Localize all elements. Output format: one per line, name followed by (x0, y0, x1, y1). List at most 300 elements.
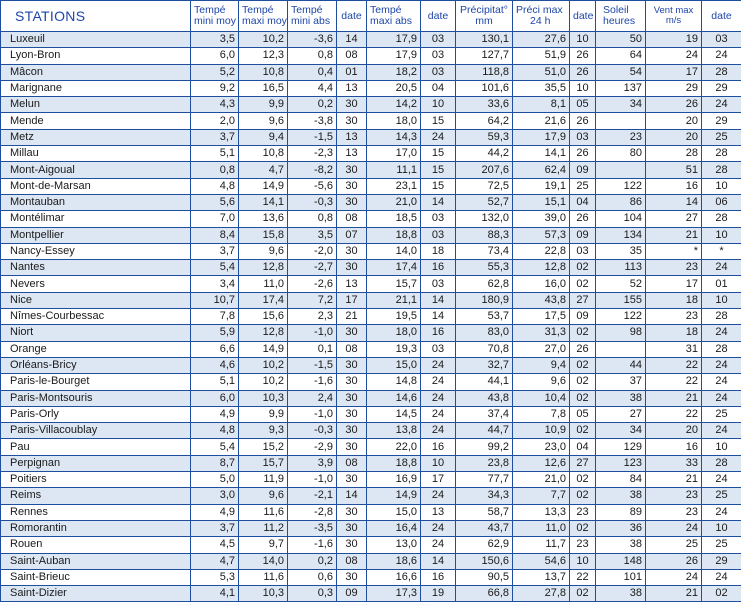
table-row (1, 162, 741, 178)
cell-sunshine-hours: 34 (596, 97, 646, 113)
cell-temp-min-moy: 5,2 (191, 64, 239, 80)
cell-date-max-abs: 17 (421, 472, 456, 488)
cell-date-min-abs: 30 (337, 472, 367, 488)
cell-sunshine-hours: 86 (596, 194, 646, 210)
cell-precipitation: 88,3 (456, 227, 513, 243)
cell-temp-min-moy: 4,9 (191, 406, 239, 422)
cell-precip-max-24h: 51,9 (513, 48, 570, 64)
cell-date-max-abs: 16 (421, 439, 456, 455)
cell-date-wind-max: 24 (702, 325, 741, 341)
cell-date-min-abs: 30 (337, 423, 367, 439)
cell-temp-min-moy: 4,1 (191, 586, 239, 602)
cell-precipitation: 132,0 (456, 211, 513, 227)
cell-temp-max-abs: 15,0 (367, 357, 421, 373)
cell-precip-max-24h: 31,3 (513, 325, 570, 341)
cell-date-wind-max: 01 (702, 276, 741, 292)
table-row (1, 227, 741, 243)
cell-precip-max-24h: 9,4 (513, 357, 570, 373)
cell-temp-min-abs: -2,6 (288, 276, 337, 292)
table-row (1, 276, 741, 292)
cell-temp-max-moy: 17,4 (239, 292, 288, 308)
cell-sunshine-hours: 35 (596, 243, 646, 259)
cell-sunshine-hours: 34 (596, 423, 646, 439)
cell-temp-min-moy: 6,0 (191, 390, 239, 406)
cell-precip-max-24h: 21,0 (513, 472, 570, 488)
header-precipitation: Précipitat° mm (456, 1, 513, 32)
cell-date-max-abs: 24 (421, 520, 456, 536)
table-body (1, 32, 741, 602)
cell-date-max-abs: 03 (421, 227, 456, 243)
cell-date-max-abs: 24 (421, 488, 456, 504)
cell-wind-max: 19 (646, 32, 702, 48)
cell-date-min-abs: 30 (337, 374, 367, 390)
cell-wind-max: 23 (646, 260, 702, 276)
cell-station-name: Mende (1, 113, 191, 129)
cell-temp-min-moy: 4,6 (191, 357, 239, 373)
cell-station-name: Saint-Dizier (1, 586, 191, 602)
cell-precipitation: 64,2 (456, 113, 513, 129)
cell-date-max-abs: 03 (421, 64, 456, 80)
cell-sunshine-hours: 129 (596, 439, 646, 455)
cell-precipitation: 101,6 (456, 80, 513, 96)
cell-temp-max-moy: 9,6 (239, 488, 288, 504)
cell-date-precip-max: 02 (570, 423, 596, 439)
cell-date-wind-max: 10 (702, 178, 741, 194)
cell-temp-max-abs: 15,0 (367, 504, 421, 520)
table-row (1, 325, 741, 341)
cell-temp-min-moy: 4,3 (191, 97, 239, 113)
cell-temp-min-abs: -1,5 (288, 357, 337, 373)
cell-precip-max-24h: 16,0 (513, 276, 570, 292)
cell-date-precip-max: 22 (570, 569, 596, 585)
cell-precip-max-24h: 12,8 (513, 260, 570, 276)
cell-precipitation: 43,8 (456, 390, 513, 406)
cell-precip-max-24h: 11,0 (513, 520, 570, 536)
cell-station-name: Mont-Aigoual (1, 162, 191, 178)
cell-station-name: Mont-de-Marsan (1, 178, 191, 194)
cell-date-max-abs: 16 (421, 260, 456, 276)
cell-date-wind-max: 24 (702, 48, 741, 64)
cell-date-precip-max: 03 (570, 129, 596, 145)
cell-temp-min-abs: -2,7 (288, 260, 337, 276)
cell-date-wind-max: 25 (702, 129, 741, 145)
cell-sunshine-hours (596, 162, 646, 178)
cell-wind-max: 24 (646, 520, 702, 536)
cell-date-precip-max: 02 (570, 325, 596, 341)
cell-sunshine-hours: 101 (596, 569, 646, 585)
cell-station-name: Nice (1, 292, 191, 308)
cell-wind-max: 21 (646, 586, 702, 602)
cell-date-wind-max: 10 (702, 520, 741, 536)
cell-date-max-abs: 24 (421, 374, 456, 390)
cell-temp-max-abs: 18,8 (367, 455, 421, 471)
cell-temp-min-moy: 3,7 (191, 520, 239, 536)
cell-wind-max: 33 (646, 455, 702, 471)
cell-precip-max-24h: 12,6 (513, 455, 570, 471)
cell-date-max-abs: 10 (421, 455, 456, 471)
table-row (1, 194, 741, 210)
cell-precip-max-24h: 23,0 (513, 439, 570, 455)
cell-precipitation: 32,7 (456, 357, 513, 373)
cell-date-precip-max: 26 (570, 113, 596, 129)
cell-wind-max: 16 (646, 178, 702, 194)
cell-date-wind-max: 06 (702, 194, 741, 210)
cell-temp-max-moy: 14,9 (239, 178, 288, 194)
cell-date-max-abs: 03 (421, 32, 456, 48)
cell-sunshine-hours: 80 (596, 146, 646, 162)
cell-date-max-abs: 24 (421, 390, 456, 406)
cell-station-name: Metz (1, 129, 191, 145)
cell-temp-max-moy: 15,8 (239, 227, 288, 243)
cell-precip-max-24h: 21,6 (513, 113, 570, 129)
cell-sunshine-hours: 122 (596, 178, 646, 194)
cell-precip-max-24h: 22,8 (513, 243, 570, 259)
cell-date-max-abs: 15 (421, 162, 456, 178)
cell-precip-max-24h: 27,0 (513, 341, 570, 357)
cell-station-name: Poitiers (1, 472, 191, 488)
cell-station-name: Rennes (1, 504, 191, 520)
cell-temp-min-abs: 0,8 (288, 48, 337, 64)
cell-date-precip-max: 02 (570, 276, 596, 292)
cell-temp-max-moy: 4,7 (239, 162, 288, 178)
cell-date-max-abs: 03 (421, 211, 456, 227)
table-row (1, 113, 741, 129)
cell-date-wind-max: 24 (702, 569, 741, 585)
cell-date-precip-max: 02 (570, 260, 596, 276)
cell-date-wind-max: 10 (702, 439, 741, 455)
cell-temp-min-moy: 5,9 (191, 325, 239, 341)
cell-date-precip-max: 02 (570, 472, 596, 488)
cell-date-wind-max: 02 (702, 586, 741, 602)
cell-station-name: Paris-Montsouris (1, 390, 191, 406)
cell-date-wind-max: 24 (702, 357, 741, 373)
cell-temp-min-abs: -0,3 (288, 194, 337, 210)
cell-temp-max-abs: 14,2 (367, 97, 421, 113)
cell-station-name: Paris-Villacoublay (1, 423, 191, 439)
cell-wind-max: 20 (646, 113, 702, 129)
cell-precip-max-24h: 19,1 (513, 178, 570, 194)
cell-temp-min-abs: -1,0 (288, 325, 337, 341)
cell-date-max-abs: 13 (421, 504, 456, 520)
cell-wind-max: 17 (646, 276, 702, 292)
cell-temp-min-moy: 5,1 (191, 374, 239, 390)
cell-temp-min-abs: -5,6 (288, 178, 337, 194)
cell-precipitation: 73,4 (456, 243, 513, 259)
header-date-1: date (337, 1, 367, 32)
cell-temp-min-moy: 8,7 (191, 455, 239, 471)
table-row (1, 243, 741, 259)
cell-wind-max: 26 (646, 553, 702, 569)
cell-date-wind-max: 29 (702, 553, 741, 569)
cell-temp-max-moy: 9,9 (239, 406, 288, 422)
cell-temp-min-moy: 4,5 (191, 537, 239, 553)
cell-wind-max: 21 (646, 472, 702, 488)
header-wind-max: Vent max m/s (646, 1, 702, 32)
cell-station-name: Millau (1, 146, 191, 162)
cell-temp-min-moy: 3,7 (191, 243, 239, 259)
cell-date-min-abs: 30 (337, 357, 367, 373)
cell-temp-max-abs: 15,7 (367, 276, 421, 292)
cell-temp-max-moy: 12,8 (239, 260, 288, 276)
cell-temp-max-abs: 13,0 (367, 537, 421, 553)
cell-station-name: Saint-Auban (1, 553, 191, 569)
table-row (1, 80, 741, 96)
cell-date-precip-max: 05 (570, 97, 596, 113)
cell-date-max-abs: 16 (421, 325, 456, 341)
cell-sunshine-hours: 38 (596, 537, 646, 553)
cell-temp-max-moy: 11,2 (239, 520, 288, 536)
cell-precipitation: 207,6 (456, 162, 513, 178)
cell-wind-max: 23 (646, 488, 702, 504)
cell-date-wind-max: 24 (702, 504, 741, 520)
cell-station-name: Paris-Orly (1, 406, 191, 422)
cell-precipitation: 83,0 (456, 325, 513, 341)
table-row (1, 488, 741, 504)
cell-precipitation: 118,8 (456, 64, 513, 80)
cell-precipitation: 70,8 (456, 341, 513, 357)
cell-station-name: Orange (1, 341, 191, 357)
cell-temp-min-abs: -3,6 (288, 32, 337, 48)
cell-date-min-abs: 30 (337, 390, 367, 406)
cell-temp-min-abs: -2,8 (288, 504, 337, 520)
cell-temp-min-abs: -3,5 (288, 520, 337, 536)
cell-date-min-abs: 30 (337, 325, 367, 341)
header-sunshine-hours: Soleil heures (596, 1, 646, 32)
table-row (1, 211, 741, 227)
cell-temp-min-abs: -3,8 (288, 113, 337, 129)
cell-precip-max-24h: 43,8 (513, 292, 570, 308)
cell-temp-min-abs: 2,4 (288, 390, 337, 406)
header-temp-min-moy: Tempé mini moy (191, 1, 239, 32)
cell-temp-max-abs: 14,9 (367, 488, 421, 504)
cell-temp-min-abs: -2,1 (288, 488, 337, 504)
cell-date-wind-max: 28 (702, 211, 741, 227)
cell-date-min-abs: 30 (337, 569, 367, 585)
cell-sunshine-hours: 38 (596, 488, 646, 504)
table-row (1, 32, 741, 48)
cell-sunshine-hours: 23 (596, 129, 646, 145)
cell-temp-min-abs: -1,6 (288, 374, 337, 390)
cell-date-precip-max: 26 (570, 48, 596, 64)
cell-temp-min-abs: 0,2 (288, 97, 337, 113)
cell-date-precip-max: 10 (570, 32, 596, 48)
table-row (1, 390, 741, 406)
cell-temp-max-abs: 14,0 (367, 243, 421, 259)
cell-station-name: Pau (1, 439, 191, 455)
cell-temp-max-abs: 17,9 (367, 32, 421, 48)
cell-wind-max: 51 (646, 162, 702, 178)
cell-date-precip-max: 23 (570, 504, 596, 520)
cell-sunshine-hours: 89 (596, 504, 646, 520)
cell-temp-max-abs: 17,4 (367, 260, 421, 276)
cell-precipitation: 180,9 (456, 292, 513, 308)
cell-precipitation: 66,8 (456, 586, 513, 602)
cell-temp-min-abs: -1,0 (288, 406, 337, 422)
cell-precipitation: 52,7 (456, 194, 513, 210)
cell-temp-min-abs: -1,6 (288, 537, 337, 553)
cell-temp-max-abs: 17,0 (367, 146, 421, 162)
cell-date-wind-max: 25 (702, 406, 741, 422)
cell-precipitation: 43,7 (456, 520, 513, 536)
cell-temp-min-abs: 0,6 (288, 569, 337, 585)
cell-date-precip-max: 02 (570, 488, 596, 504)
cell-precipitation: 127,7 (456, 48, 513, 64)
header-stations: STATIONS (1, 1, 191, 32)
cell-temp-min-abs: 2,3 (288, 309, 337, 325)
cell-sunshine-hours: 37 (596, 374, 646, 390)
cell-sunshine-hours: 134 (596, 227, 646, 243)
cell-wind-max: 25 (646, 537, 702, 553)
cell-wind-max: 21 (646, 390, 702, 406)
cell-date-min-abs: 30 (337, 406, 367, 422)
header-temp-min-abs: Tempé mini abs (288, 1, 337, 32)
cell-date-max-abs: 15 (421, 146, 456, 162)
table-row (1, 341, 741, 357)
cell-temp-max-moy: 15,6 (239, 309, 288, 325)
cell-date-precip-max: 04 (570, 194, 596, 210)
cell-temp-min-abs: -0,3 (288, 423, 337, 439)
cell-sunshine-hours: 148 (596, 553, 646, 569)
cell-date-min-abs: 13 (337, 146, 367, 162)
table-row (1, 48, 741, 64)
cell-temp-max-moy: 11,0 (239, 276, 288, 292)
cell-precip-max-24h: 62,4 (513, 162, 570, 178)
cell-temp-max-abs: 18,2 (367, 64, 421, 80)
cell-date-precip-max: 02 (570, 357, 596, 373)
header-row (1, 1, 741, 32)
header-date-2: date (421, 1, 456, 32)
cell-temp-max-moy: 11,6 (239, 504, 288, 520)
cell-date-wind-max: 28 (702, 309, 741, 325)
cell-temp-min-moy: 5,3 (191, 569, 239, 585)
cell-date-min-abs: 13 (337, 276, 367, 292)
cell-precipitation: 77,7 (456, 472, 513, 488)
cell-precip-max-24h: 51,0 (513, 64, 570, 80)
cell-temp-min-moy: 3,4 (191, 276, 239, 292)
cell-date-min-abs: 30 (337, 439, 367, 455)
cell-precipitation: 53,7 (456, 309, 513, 325)
cell-temp-min-moy: 3,5 (191, 32, 239, 48)
cell-date-precip-max: 23 (570, 537, 596, 553)
cell-date-max-abs: 15 (421, 178, 456, 194)
cell-wind-max: 28 (646, 146, 702, 162)
cell-date-wind-max: 28 (702, 64, 741, 80)
cell-temp-max-abs: 18,5 (367, 211, 421, 227)
cell-temp-max-moy: 10,8 (239, 146, 288, 162)
cell-date-max-abs: 18 (421, 243, 456, 259)
cell-date-max-abs: 10 (421, 97, 456, 113)
cell-date-max-abs: 03 (421, 276, 456, 292)
cell-station-name: Nantes (1, 260, 191, 276)
cell-date-min-abs: 01 (337, 64, 367, 80)
cell-date-wind-max: 24 (702, 472, 741, 488)
cell-station-name: Nîmes-Courbessac (1, 309, 191, 325)
cell-temp-max-abs: 14,3 (367, 129, 421, 145)
cell-temp-min-abs: 0,8 (288, 211, 337, 227)
table-row (1, 146, 741, 162)
cell-temp-min-abs: 4,4 (288, 80, 337, 96)
cell-precipitation: 90,5 (456, 569, 513, 585)
cell-date-min-abs: 17 (337, 292, 367, 308)
cell-precip-max-24h: 15,1 (513, 194, 570, 210)
cell-temp-min-abs: 0,4 (288, 64, 337, 80)
cell-temp-min-moy: 7,8 (191, 309, 239, 325)
cell-date-max-abs: 16 (421, 569, 456, 585)
cell-sunshine-hours: 50 (596, 32, 646, 48)
cell-temp-max-abs: 13,8 (367, 423, 421, 439)
cell-precip-max-24h: 9,6 (513, 374, 570, 390)
cell-date-min-abs: 30 (337, 97, 367, 113)
cell-sunshine-hours: 84 (596, 472, 646, 488)
cell-sunshine-hours: 137 (596, 80, 646, 96)
cell-date-precip-max: 02 (570, 586, 596, 602)
cell-temp-min-abs: -2,9 (288, 439, 337, 455)
cell-date-min-abs: 14 (337, 488, 367, 504)
cell-temp-min-abs: -1,5 (288, 129, 337, 145)
cell-date-max-abs: 24 (421, 129, 456, 145)
cell-precip-max-24h: 27,6 (513, 32, 570, 48)
cell-sunshine-hours: 54 (596, 64, 646, 80)
header-precip-max-24h: Préci max 24 h (513, 1, 570, 32)
cell-temp-min-moy: 4,9 (191, 504, 239, 520)
cell-sunshine-hours: 123 (596, 455, 646, 471)
cell-precipitation: 23,8 (456, 455, 513, 471)
cell-date-min-abs: 30 (337, 520, 367, 536)
cell-temp-max-moy: 10,2 (239, 32, 288, 48)
cell-temp-max-moy: 10,8 (239, 64, 288, 80)
cell-date-wind-max: 28 (702, 162, 741, 178)
cell-date-max-abs: 24 (421, 423, 456, 439)
cell-precip-max-24h: 10,4 (513, 390, 570, 406)
cell-temp-max-moy: 9,6 (239, 113, 288, 129)
cell-wind-max: 20 (646, 423, 702, 439)
table-row (1, 504, 741, 520)
cell-wind-max: 17 (646, 64, 702, 80)
cell-temp-max-abs: 18,6 (367, 553, 421, 569)
cell-temp-max-abs: 16,6 (367, 569, 421, 585)
cell-temp-max-moy: 10,2 (239, 374, 288, 390)
cell-sunshine-hours: 155 (596, 292, 646, 308)
cell-temp-max-moy: 11,6 (239, 569, 288, 585)
cell-station-name: Montélimar (1, 211, 191, 227)
cell-precip-max-24h: 13,3 (513, 504, 570, 520)
cell-precipitation: 33,6 (456, 97, 513, 113)
cell-precipitation: 37,4 (456, 406, 513, 422)
cell-temp-min-moy: 10,7 (191, 292, 239, 308)
cell-precip-max-24h: 17,9 (513, 129, 570, 145)
header-temp-max-abs: Tempé maxi abs (367, 1, 421, 32)
cell-date-precip-max: 26 (570, 341, 596, 357)
cell-temp-min-moy: 5,0 (191, 472, 239, 488)
cell-date-wind-max: 24 (702, 260, 741, 276)
cell-temp-min-moy: 8,4 (191, 227, 239, 243)
cell-precipitation: 130,1 (456, 32, 513, 48)
cell-precip-max-24h: 27,8 (513, 586, 570, 602)
cell-temp-min-moy: 7,0 (191, 211, 239, 227)
cell-wind-max: 31 (646, 341, 702, 357)
cell-station-name: Nancy-Essey (1, 243, 191, 259)
cell-temp-min-abs: -2,0 (288, 243, 337, 259)
table-row (1, 520, 741, 536)
cell-temp-max-abs: 20,5 (367, 80, 421, 96)
cell-station-name: Mâcon (1, 64, 191, 80)
cell-temp-max-abs: 14,8 (367, 374, 421, 390)
cell-temp-min-moy: 3,0 (191, 488, 239, 504)
cell-date-max-abs: 14 (421, 553, 456, 569)
table-row (1, 569, 741, 585)
cell-date-precip-max: 09 (570, 162, 596, 178)
cell-wind-max: 14 (646, 194, 702, 210)
